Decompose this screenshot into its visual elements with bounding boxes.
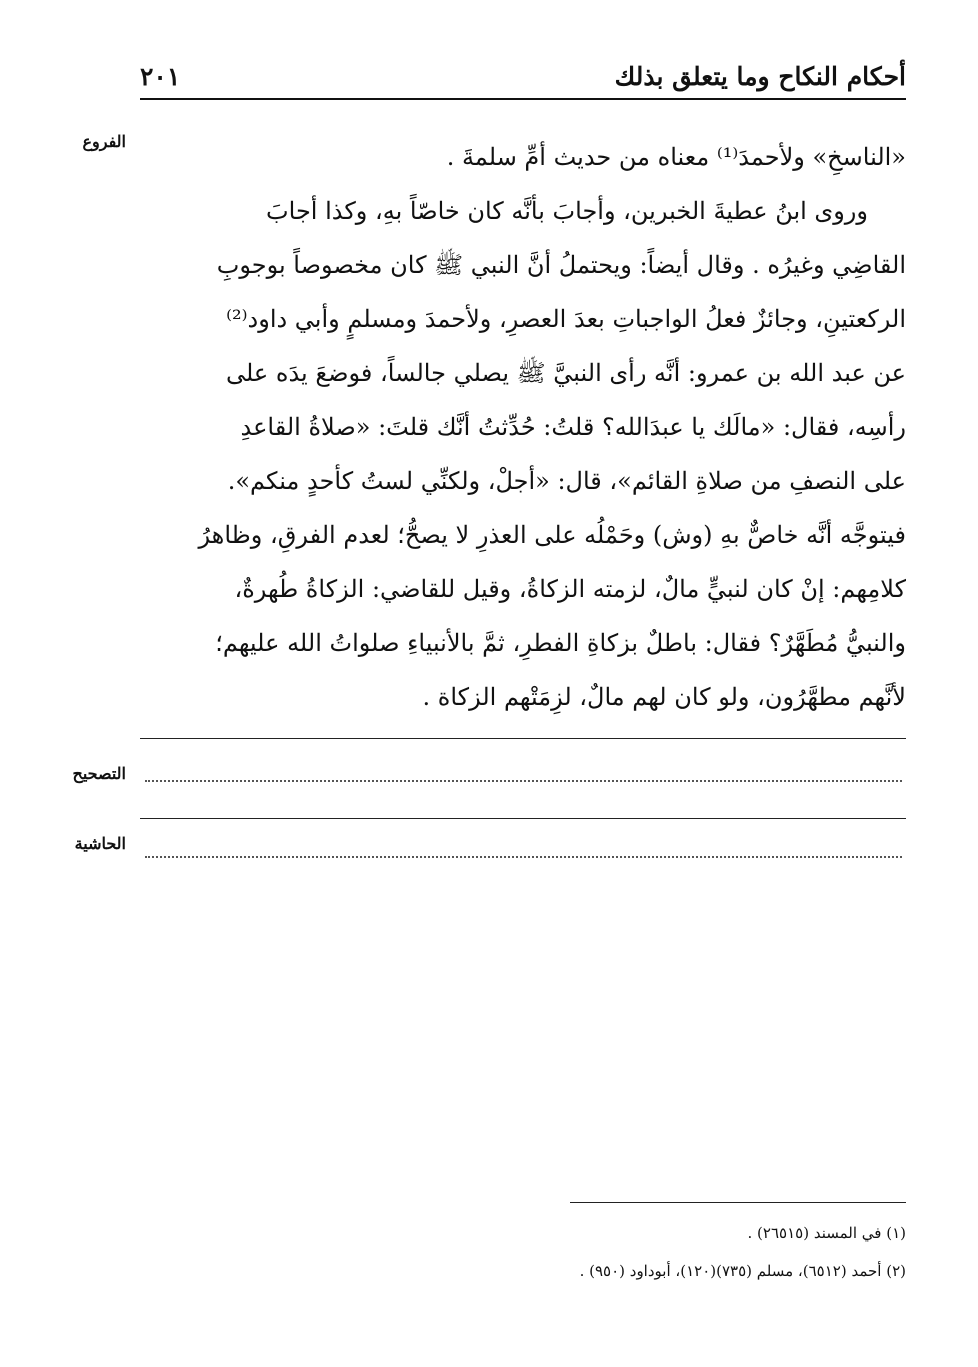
margin-label-hashiya: الحاشية xyxy=(74,834,126,853)
body-line: «الناسخِ» ولأحمدَ⁽¹⁾ معناه من حديث أمِّ سلمةَ . xyxy=(446,143,906,171)
body-line: عن عبد الله بن عمرو: أنَّه رأى النبيَّ ﷺ يصلي جالساً، فوضعَ يدَه على xyxy=(225,359,906,387)
margin-label-tashih: التصحيح xyxy=(72,764,126,783)
footnote: (٢) أحمد (٦٥١٢)، مسلم (٧٣٥)(١٢٠)، أبوداود (٩٥٠) . xyxy=(579,1262,906,1280)
body-line: وروى ابنُ عطيةَ الخبرين، وأجابَ بأنَّه كان خاصّاً بهِ، وكذا أجابَ xyxy=(266,197,868,225)
body-line: الركعتينِ، وجائزٌ فعلُ الواجباتِ بعدَ العصرِ، ولأحمدَ ومسلمٍ وأبي داود⁽²⁾ xyxy=(226,305,906,333)
margin-label-furu: الفروع xyxy=(82,132,126,151)
body-line: والنبيُّ مُطَهَّرٌ؟ فقال: باطلٌ بزكاةِ الفطرِ، ثمَّ بالأنبياءِ صلواتُ الله عليهم؛ xyxy=(215,629,906,657)
hashiya-dotted-line xyxy=(145,856,902,858)
page-number: ٢٠١ xyxy=(140,62,181,91)
body-line: فيتوجَّه أنَّه خاصٌّ بهِ (وش) وحَمْلُه على العذرِ لا يصحُّ؛ لعدم الفرقِ، وظاهرُ xyxy=(198,521,906,549)
footnote-separator xyxy=(570,1202,906,1203)
correction-dotted-line xyxy=(145,780,902,782)
body-line: القاضِي وغيرُه . وقال أيضاً: ويحتملُ أنَّ النبي ﷺ كان مخصوصاً بوجوبِ xyxy=(216,251,906,279)
footnote: (١) في المسند (٢٦٥١٥) . xyxy=(747,1224,906,1242)
main-text-block xyxy=(140,130,906,724)
body-line: رأسِه، فقال: «مالَك يا عبدَالله؟ قلتُ: حُدِّثتُ أنَّك قلتَ: «صلاةُ القاعدِ xyxy=(240,413,906,441)
running-title: أحكام النكاح وما يتعلق بذلك xyxy=(614,62,906,91)
body-line: على النصفِ من صلاةِ القائم»، قال: «أجلْ، ولكنِّي لستُ كأحدٍ منكم». xyxy=(227,467,906,495)
page-header xyxy=(140,58,906,100)
body-line: كلامِهم: إنْ كان لنبيٍّ مالٌ، لزمته الزكاةُ، وقيل للقاضي: الزكاةُ طُهرةٌ، xyxy=(234,575,906,603)
section-rule xyxy=(140,738,906,739)
body-line: لأنَّهم مطهَّرُون، ولو كان لهم مالٌ، لزِمَتْهم الزكاة . xyxy=(422,683,906,711)
section-rule xyxy=(140,818,906,819)
